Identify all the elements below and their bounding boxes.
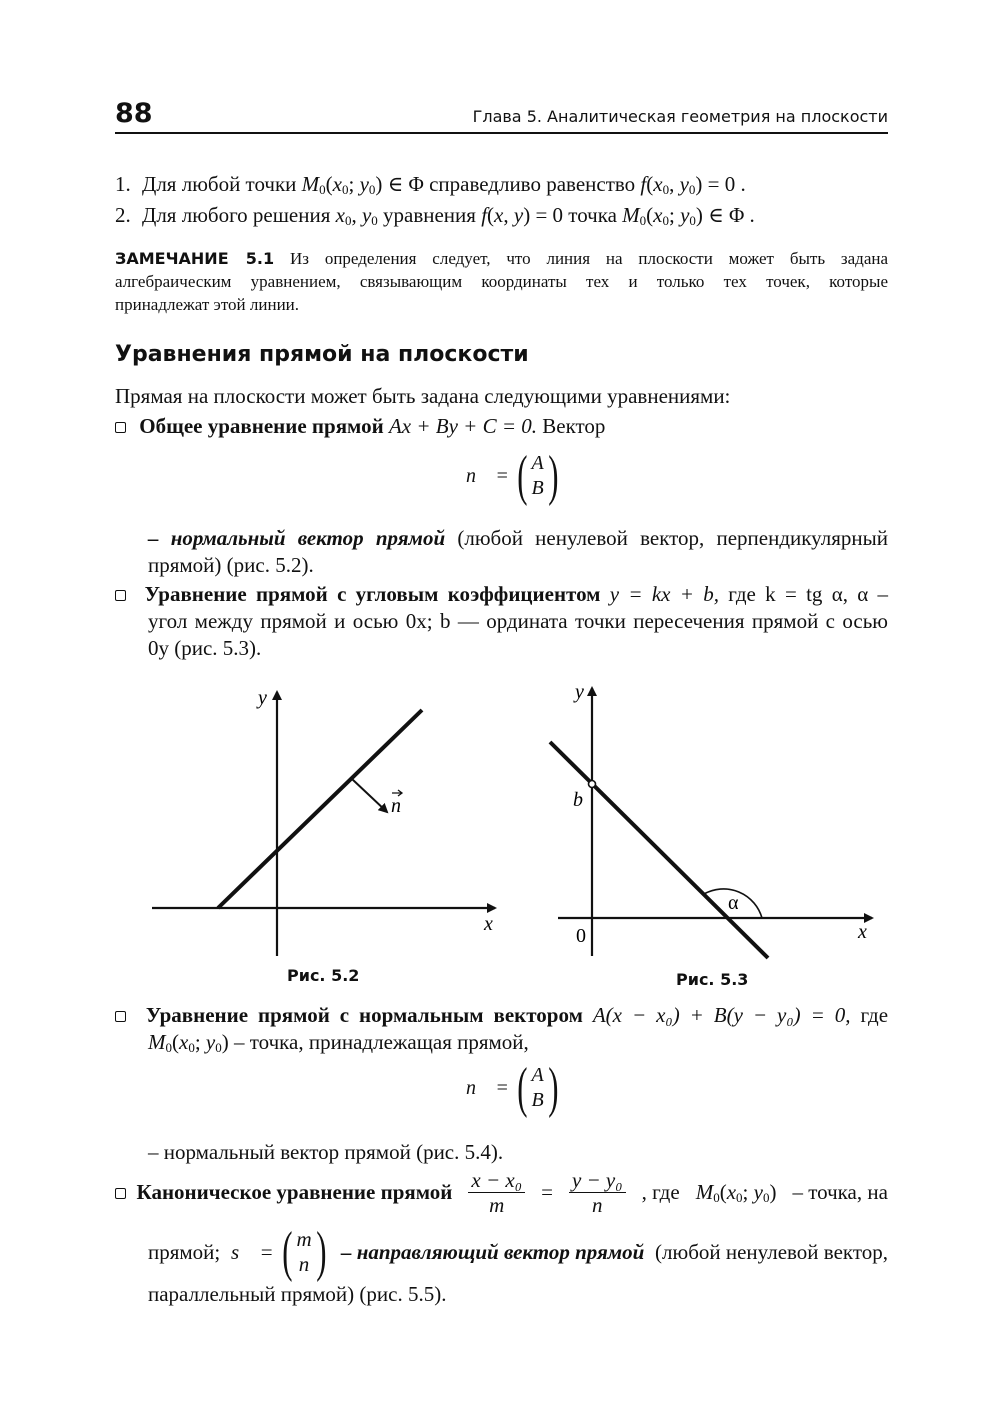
figure-5-3 <box>540 680 890 970</box>
condition-text: точка <box>568 203 617 227</box>
item-text: где <box>860 1003 889 1027</box>
vector-component: A <box>531 1064 544 1086</box>
item-text: прямой; <box>148 1239 221 1264</box>
item-general <box>115 413 605 440</box>
condition-2: 2. Для любого решения $x_0$, $y_0$ уравнения f(x, y) = 0 точка $M_0(x_0$; $y_0$) ∈ Φ . <box>115 203 755 228</box>
vector-component: B <box>531 477 544 499</box>
vector-component: B <box>531 1089 544 1111</box>
condition-number: 2. <box>115 203 131 227</box>
intercept-point <box>589 781 596 788</box>
checkbox-bullet-icon <box>115 1188 126 1199</box>
item-text: – точка, принадлежащая прямой, <box>234 1030 529 1054</box>
header-rule <box>115 132 888 134</box>
item-text: параллельный прямой) (рис. 5.5). <box>148 1282 447 1306</box>
origin-label: 0 <box>576 925 586 947</box>
item-term: – нормальный вектор прямой <box>148 526 446 550</box>
canonical-fraction: $\frac{\text{x − x₀}}{m}$ <box>468 1168 525 1217</box>
x-axis-label: x <box>484 913 493 935</box>
item-canonical: Каноническое уравнение прямой $\frac{\text{x − x₀}}{m}$ = $\frac{\text{y − y₀}}{n}$ , где $M_0(x_0$; $y_0$) – точка, на <box>115 1168 888 1217</box>
checkbox-bullet-icon <box>115 1011 126 1022</box>
figure-5-2 <box>140 680 520 970</box>
y-axis-label: y <box>258 687 267 709</box>
condition-number: 1. <box>115 172 131 196</box>
item-text: (любой ненулевой вектор, перпендикулярный <box>457 526 888 550</box>
y-axis-label: y <box>575 681 584 703</box>
angle-label: α <box>728 892 739 914</box>
section-title: Уравнения прямой на плоскости <box>115 342 529 367</box>
checkbox-bullet-icon <box>115 422 126 433</box>
condition-text: Для любого решения <box>142 203 331 227</box>
item-text: угол между прямой и осью 0x; b — ордината точки пересечения прямой с осью <box>148 609 888 633</box>
item-text: (любой ненулевой вектор, <box>655 1239 888 1264</box>
item-equation: y = kx + b, <box>609 582 719 606</box>
item-equation: Ax + By + C = 0. <box>388 414 538 438</box>
x-axis-label: x <box>858 921 867 943</box>
remark-line: алгебраическим уравнением, связывающим координаты тех и только тех точек, которые <box>115 272 888 291</box>
section-intro: Прямая на плоскости может быть задана следующими уравнениями: <box>115 384 731 408</box>
checkbox-bullet-icon <box>115 590 126 601</box>
item-text: прямой) (рис. 5.2). <box>148 553 314 577</box>
item-text: – нормальный вектор прямой (рис. 5.4). <box>148 1140 504 1164</box>
item-term: – направляющий вектор прямой <box>340 1239 645 1264</box>
item-general-desc <box>148 525 888 579</box>
normal-vector-formula: n⃗ = ( A B ) <box>466 445 559 507</box>
vector-component: A <box>531 452 544 474</box>
figure-caption: Рис. 5.2 <box>287 966 360 985</box>
canonical-fraction: $\frac{\text{y − y₀}}{n}$ <box>569 1168 626 1217</box>
intercept-label: b <box>573 789 583 811</box>
item-title: Уравнение прямой с угловым коэффициентом <box>144 582 601 606</box>
remark-line: принадлежат этой линии. <box>115 295 300 314</box>
vector-component: m <box>296 1227 312 1251</box>
item-canonical-line2: прямой; s⃗ = ( m n ) – направляющий вектор прямой (любой ненулевой вектор, <box>148 1221 888 1283</box>
vector-label: n <box>391 795 401 817</box>
condition-text: Для любой точки <box>142 172 297 196</box>
condition-text: уравнения <box>383 203 476 227</box>
item-text: где <box>728 582 756 606</box>
remark-label: ЗАМЕЧАНИЕ 5.1 <box>115 249 275 268</box>
item-text: k = tg α, α – <box>765 582 889 606</box>
condition-text: справедливо равенство <box>429 172 636 196</box>
item-title: Уравнение прямой с нормальным вектором <box>145 1003 583 1027</box>
item-text: Вектор <box>542 414 606 438</box>
normal-vector-arrow <box>352 779 387 812</box>
item-text: – точка, на <box>792 1180 888 1204</box>
item-text: , где <box>641 1180 680 1204</box>
normal-vector-formula: n⃗ = ( A B ) <box>466 1057 559 1119</box>
item-normal: Уравнение прямой с нормальным вектором A(x − x₀) + B(y − y₀) = 0, где $M_0(x_0$; $y_0$) – точка, принадлежащая прямой, <box>115 1002 888 1056</box>
item-equation: A(x − x₀) + B(y − y₀) = 0, <box>592 1003 851 1027</box>
remark <box>115 247 888 316</box>
condition-1: 1. Для любой точки $M_0(x_0$; $y_0$) ∈ Φ справедливо равенство $f(x_0$, $y_0) = 0$ . <box>115 172 746 197</box>
item-title: Каноническое уравнение прямой <box>136 1180 453 1204</box>
item-slope <box>115 581 888 662</box>
page-number: 88 <box>115 98 153 129</box>
chapter-title: Глава 5. Аналитическая геометрия на плоскости <box>472 107 888 126</box>
item-title: Общее уравнение прямой <box>139 414 384 438</box>
item-text: 0y (рис. 5.3). <box>148 636 262 660</box>
vector-component: n <box>298 1252 310 1276</box>
remark-line: Из определения следует, что линия на плоскости может быть задана <box>289 249 889 268</box>
figure-caption: Рис. 5.3 <box>676 970 749 989</box>
